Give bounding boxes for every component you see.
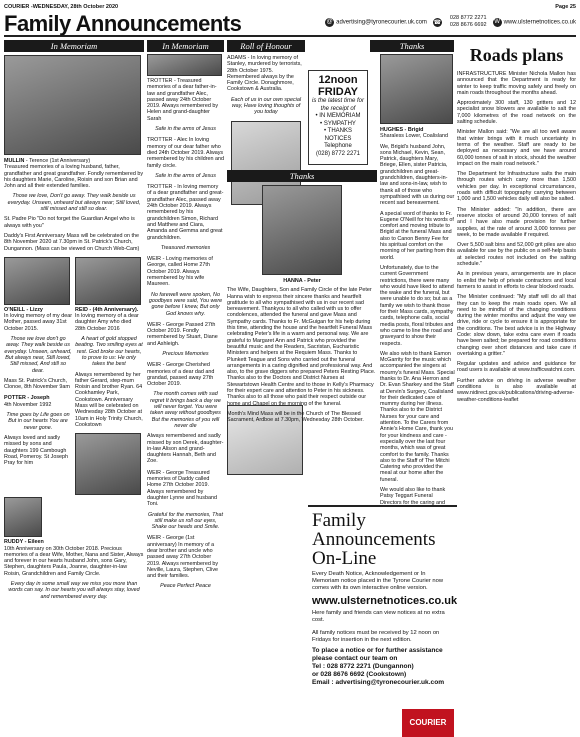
- notice-verse: The month comes with sad regret It brings back a day we will never forget. You were taken away without goodbyes But the memories of you will never die: [150, 391, 221, 429]
- notice-text: We also wish to thank Eamon McGarrity for the music which accompanied the singers at mourny's funeral Mass. Special thanks to Dr. Ana Herron and Dr. Evan Sharkey and the Staff at Dervin's Surgery, Coalisland for their dedicated care of mummy during her illness. Thanks also to the District Nurses for your care and attention. To the Carers from Annie's Home Care, thank you for your kindness and care - especially over the last four months, which was of great comfort to the family. Thanks also to the Staff of The Mitchi Catering who provided the meal at our home after the funeral.: [380, 350, 455, 483]
- promo-phone-cookstown[interactable]: or 028 8676 6692 (Cookstown): [312, 671, 407, 678]
- phone-numbers: [450, 15, 487, 29]
- notice-trotter-1: [147, 78, 224, 132]
- promo-text: All family notices must be received by 12 noon on Fridays for insertion in the next edition.: [312, 630, 440, 643]
- notice-verse: A heart of gold stopped beating. Two smiling eyes at rest. God broke our hearts, to prove to us: He only takes the best: [75, 336, 143, 368]
- section-header: Thanks: [370, 40, 454, 52]
- article-paragraph: INFRASTRUCTURE Minister Nichola Mallon has announced that the Department is ready for winter to keep traffic moving safely and freely on main roads throughout the months ahead.: [457, 71, 576, 96]
- deadline-day: FRIDAY: [318, 86, 358, 98]
- notice-weir-1: [147, 256, 224, 317]
- in-memoriam-column-1: [4, 40, 144, 735]
- thanks-hughes-column: [380, 40, 455, 505]
- article-paragraph: The Department for Infrastructure salts the main through routes which carry more than 1,500 vehicles per day. In exceptional circumstances, roads with difficult topography carrying between 1,000 and 1,500 vehicles daily will also be salted.: [457, 171, 576, 203]
- notice-ruddy: [4, 539, 144, 600]
- mullin-photo: [4, 55, 141, 155]
- notice-hanna: [227, 170, 377, 505]
- notice-weir-4: [147, 470, 224, 531]
- courier-logo: COURIER: [402, 709, 454, 737]
- deadline-phone[interactable]: (028) 8772 2271: [315, 150, 361, 157]
- notice-weir-2: [147, 322, 224, 357]
- notice-verse: Every day in some small way we miss you more than words can say. In our hearts you will always stay, loved and remembered every day.: [8, 580, 140, 600]
- phone-icon: ☎: [433, 19, 442, 26]
- masthead: [4, 11, 576, 37]
- notice-text: We would also like to thank Patsy Teggart Funeral Directors for the caring and: [380, 487, 446, 505]
- article-headline: Roads plans: [469, 45, 564, 65]
- notice-trotter-3: [147, 184, 224, 251]
- article-paragraph: Over 5,500 salt bins and 52,000 grit piles are also available for use by the public on a self-help basis at selected routes not included on the salting schedule.": [457, 242, 576, 268]
- notice-verse: Grateful for the memories, That still make us roll our eyes, Shake our heads and Smile.: [148, 511, 223, 531]
- notice-subtitle: Sharaless Lower, Coalisland: [380, 133, 449, 140]
- notice-verse: No farewell were spoken, No goodbyes were said, You were gone before I knew, But only God knows why.: [148, 291, 223, 317]
- notice-subtitle: - Terence (1st Anniversary): [25, 158, 91, 164]
- notice-text: WEIR - George Passed 27th October 2019. Fondly remembered by Stuart, Diane and Ashleigh.: [147, 321, 218, 347]
- notice-text: 10th Anniversary on 30th October 2018. Precious memories of a dear Wife, Mother, Nana and Sister, Always and forever in our hearts husband John, sons Gary, Stephen, daughters Paula, Joanne, daughter-in-law Roisin, Grandchildren and Family Circle.: [4, 545, 144, 577]
- web-icon: W: [494, 19, 500, 25]
- notice-name: REID - (4th Anniversary).: [75, 306, 139, 313]
- page-number: Page 25: [555, 4, 576, 10]
- section-header: Roll of Honour: [227, 40, 305, 52]
- notice-text: WEIR - George (1st anniversary) In memory of a dear brother and uncle who passed away 27th October 2019. Always remembered by Neville, Laura, Stephen, Clive and their families.: [147, 535, 219, 580]
- in-memoriam-column-2: [147, 40, 224, 735]
- notice-text: ADAMS - In loving memory of Stanley, murdered by terrorists, 28th October 1975. Remembered always by the Family Circle. Donaghmore, Cookstown & Australia.: [227, 55, 302, 93]
- notice-text: WEIR - George Cherished memories of a dear dad and grandad, passed away 27th October 2019.: [147, 362, 215, 388]
- notice-name: POTTER - Joseph: [4, 395, 50, 402]
- article-paragraph: Minister Mallon said: "We are all too well aware that winter brings with it much uncertainty in terms of the weather. Staff are ready to be deployed as necessary and we have around 60,000 tonnes of salt in stock, should the weather impact on the main road network.": [457, 129, 576, 167]
- contact-strip: [325, 15, 576, 29]
- notice-name: HANNA - Peter: [283, 278, 321, 284]
- notice-name: O'NEILL - Lizzy: [4, 306, 43, 313]
- article-paragraph: Further advice on driving in adverse weather conditions is also available at www.nidirect.gov.uk/publications/driving-adverse-weather-conditions-leaflet: [457, 377, 576, 403]
- article-paragraph: The Minister continued: "My staff will do all that they can to keep the main roads open. We all need to be mindful of the changing conditions during the winter months and adjust the way we drive, ride or cycle to ensure it is appropriate for the conditions. The best advice is in the Highway Code: slow down, take extra care even if roads have been salted; be prepared for road conditions changing over short distances and take care if overtaking a gritter.": [457, 294, 576, 357]
- promo-title-line: Family: [312, 510, 366, 531]
- notice-text: TROTTER - Alec In loving memory of our dear father who died 24th October 2019. Always remembered by his children and family circle.: [147, 137, 224, 169]
- article-paragraph: Approximately 300 staff, 130 gritters and 12 specialist snow blowers are available to salt the 7,000 kilometres of the road network on the salting schedule.: [457, 100, 576, 126]
- notice-text: The Wife, Daughters, Son and Family Circle of the late Peter Hanna wish to express their sincere thanks and heartfelt gratitude to all who sympathised with us in our recent sad bereavement. Thankyou to all who called with us to offer condolences, attended the funeral and gave Mass and Sympathy cards. Thanks to Fr. McGuigan for his help during this time, attending the house and the heartfelt Funeral Mass celebrating Peter's life in a warm and personal way. We are grateful to Margaret Ann and Patrick who provided the beautiful music and the Readers, Sacristan, Eucharistic Ministers and helpers at the Requiem Mass. Thanks to Plunkett Teague and Sons who carried out the funeral arrangements in a caring dignified and professional way. And also, to the grave diggers who prepared Peters Resting Place. Thanks also to the Doctors and District Nurses at Stewartstown Health Centre and to those in Kelly's Pharmacy for their expert care and attention to Peter in his sickness. Thanks also to all those who paid their respect outside our home and Chapel on the morning of the funeral.: [227, 287, 376, 407]
- notice-weir-3: [147, 362, 224, 464]
- notice-text: Always remembered and sadly missed by son Derek, daughter-in-law Alison and grand-daughters Hannah, Beth and Zoe.: [147, 433, 224, 465]
- trotter-photo: [147, 54, 222, 76]
- notice-text: We, Brigid's husband John, sons Michael, Kevin, Sean, Patrick, daughters Mary, Briege, Ellen, sister Patricia, grandchildren and great-grandchildren, daughters-in-law and sons-in-law, wish to thank all of those who sympathised with us during our recent sad bereavement.: [380, 143, 455, 207]
- email-icon: @: [326, 19, 333, 25]
- notice-text: Month's Mind Mass will be in the Church of The Blessed Sacrament, Ardboe at 7.30pm, Wednesday 28th October.: [227, 410, 364, 424]
- notice-text: Always remembered by her father Gerard, step-mum Roisin and brother Ryan. 64 Cookhamley Park, Cookstown. Anniversary Mass will be celebrated on Wednesday 28th October at 10am in Holy Trinity Church, Cookstown: [75, 371, 143, 428]
- promo-title-line: Announcements: [312, 529, 436, 550]
- notice-verse: Those we love, Don't go away. They walk beside us everyday. Unseen, unheard but always near; Still loved, still missed and still so dear.: [7, 193, 141, 213]
- article-paragraph: Regular updates and advice and guidance for road users is available at www.trafficwatchni.com.: [457, 361, 576, 374]
- notice-text: St. Padre Pio "Do not forget the Guardian Angel who is always with you": [4, 216, 135, 229]
- notice-text: WEIR - Loving memories of George, called Home 27th October 2019. Always remembered by his wife Maureen.: [147, 256, 213, 288]
- promo-highlight: To place a notice or for further assistance please contact our team on: [312, 647, 443, 662]
- notice-text: TROTTER - Treasured memories of a dear father-in-law and grandfather Alec, passed away 24th October 2019. Always remembered by Helen and grand-daughter Sarah: [147, 78, 219, 122]
- phone-dungannon[interactable]: 028 8772 2271: [449, 15, 487, 21]
- notice-mullin: [4, 158, 144, 252]
- notice-verse: Safe in the arms of Jesus: [155, 126, 216, 133]
- promo-website-link[interactable]: www.ulsternetnotices.co.uk: [312, 595, 458, 607]
- ruddy-photo: [4, 497, 42, 537]
- email-text: advertising@tyronecourier.uk.com: [336, 19, 427, 25]
- promo-text: Here family and friends can view notices at no extra cost.: [312, 610, 445, 623]
- email-contact[interactable]: [325, 18, 427, 27]
- notice-potter: [4, 395, 72, 466]
- notice-verse: Safe in the arms of Jesus: [155, 172, 216, 179]
- article-paragraph: As in previous years, arrangements are in place to enlist the help of private contractors and local farmers to assist in efforts to clear blocked roads.: [457, 271, 576, 290]
- hughes-photo: [380, 54, 453, 124]
- page-title: Family Announcements: [4, 11, 242, 36]
- deadline-item: • THANKS NOTICES: [324, 128, 352, 142]
- notice-text: Always loved and sadly missed by sons and daughters 199 Cambough Road, Pomeroy. St Joseph Pray for him: [4, 434, 69, 467]
- notice-text: 4th November 1992: [4, 401, 52, 408]
- notice-text: TROTTER - In loving memory of a dear grandfather and great-grandfather Alec, passed away 24th October 2019. Always remembered by his grandchildren Simon, Richard and Matthew and Ciara, Amanda and Gemma and great grandchildren.: [147, 184, 224, 241]
- section-header: In Memoriam: [4, 40, 144, 52]
- website-contact[interactable]: [493, 18, 576, 27]
- deadline-item: • SYMPATHY: [320, 120, 356, 127]
- section-header: Thanks: [227, 170, 377, 182]
- notice-text: WEIR - George Treasured memories of Daddy called Home 27th October 2019. Always remembered by daughter Lynne and husband Toni.: [147, 469, 217, 508]
- promo-text: Every Death Notice, Acknowledgement or In Memoriam notice placed in the Tyrone Courier now comes with its own interactive online version.: [312, 571, 444, 591]
- potter-photo: [75, 433, 141, 495]
- deadline-item: • IN MEMORIAM: [315, 113, 361, 119]
- promo-email-link[interactable]: Email : advertising@tyronecourier.uk.com: [312, 679, 445, 686]
- deadline-label: Telephone: [324, 143, 352, 149]
- section-header: In Memoriam: [147, 40, 224, 52]
- deadline-text: is the latest time for the receipt of: [311, 98, 365, 112]
- notice-name: HUGHES - Brigid: [380, 127, 424, 133]
- article-paragraph: The Minister added: "In addition, there are reserve stocks of around 20,000 tonnes of salt and I have also made provision for further supplies, at the rate of around 3,000 tonnes per week, to be made available if required.: [457, 206, 576, 238]
- notice-adams: [227, 55, 305, 116]
- notice-text: In loving memory of a dear daughter Amy who died 28th October 2016: [75, 313, 139, 332]
- phone-cookstown[interactable]: 028 8676 6692: [449, 22, 487, 28]
- notice-reid: [75, 307, 143, 428]
- notice-verse: Time goes by Life goes on But in our hearts You are never gone.: [6, 412, 70, 431]
- deadline-time: 12noon: [318, 74, 358, 86]
- notice-hughes: [380, 127, 455, 505]
- oneill-photo: [4, 257, 70, 305]
- notice-text: A special word of thanks to Fr. Eugene O'Neill for his words of comfort and moving tribute to Brigid at the funeral Mass and also to Canon Benny Fee for his spiritual comfort on the morning of her parting from this world.: [380, 210, 455, 261]
- promo-title: [308, 507, 457, 568]
- notice-verse: Peace Perfect Peace: [160, 583, 211, 590]
- roads-plans-article: [457, 40, 576, 735]
- notice-text: Daddy's First Anniversary Mass will be celebrated on the 8th November 2020 at 7.30pm in St. Patrick's Church, Dungannon. (Mass can be viewed on Church Web-Cam): [4, 232, 140, 252]
- notice-name: RUDDY - Eileen: [4, 539, 44, 546]
- hanna-photo: [262, 185, 342, 275]
- notice-text: Mass St. Patrick's Church, Clonoe, 8th November 9am: [4, 377, 70, 391]
- notice-verse: Those we love don't go away. They walk beside us everyday. Unseen, unheard, But always near, Still loved, Still missed, And still so dear.: [4, 336, 72, 374]
- notice-name: MULLIN: [4, 158, 25, 164]
- promo-phone-dungannon[interactable]: Tel : 028 8772 2271 (Dungannon): [312, 663, 414, 670]
- notice-text: In loving memory of my dear Mother, passed away 31st October 2015.: [4, 313, 73, 332]
- notice-weir-5: [147, 535, 224, 589]
- issue-date: COURIER -WEDNESDAY, 28th October 2020: [4, 4, 119, 10]
- reid-photo: [75, 257, 141, 305]
- website-text: www.ulsternetnotices.co.uk: [503, 19, 576, 25]
- notice-verse: Precious Memories: [162, 350, 209, 357]
- notice-oneill: [4, 307, 72, 391]
- notice-trotter-2: [147, 137, 224, 179]
- online-promo: [308, 505, 457, 737]
- notice-verse: Each of us in our own special way, Have loving thoughts of you today: [230, 96, 302, 116]
- notice-verse: Treasured memories: [160, 244, 211, 251]
- notice-text: Unfortunately, due to the current Government restrictions, there were many who would have liked to attend the wake and the funeral, but were unable to do so; but as a family we wish to thank those for their Mass cards, sympathy cards, telephone calls, social media posts, floral tributes and who came to line the road and graveyard to show their respects.: [380, 264, 454, 347]
- notice-text: Treasured memories of a loving husband, father, grandfather and great grandfather. Fondly remembered by his daughters Marie, Caroline, Roisin and son Brian and John and all their extended families.: [4, 164, 144, 190]
- promo-title-line: On-Line: [312, 548, 377, 569]
